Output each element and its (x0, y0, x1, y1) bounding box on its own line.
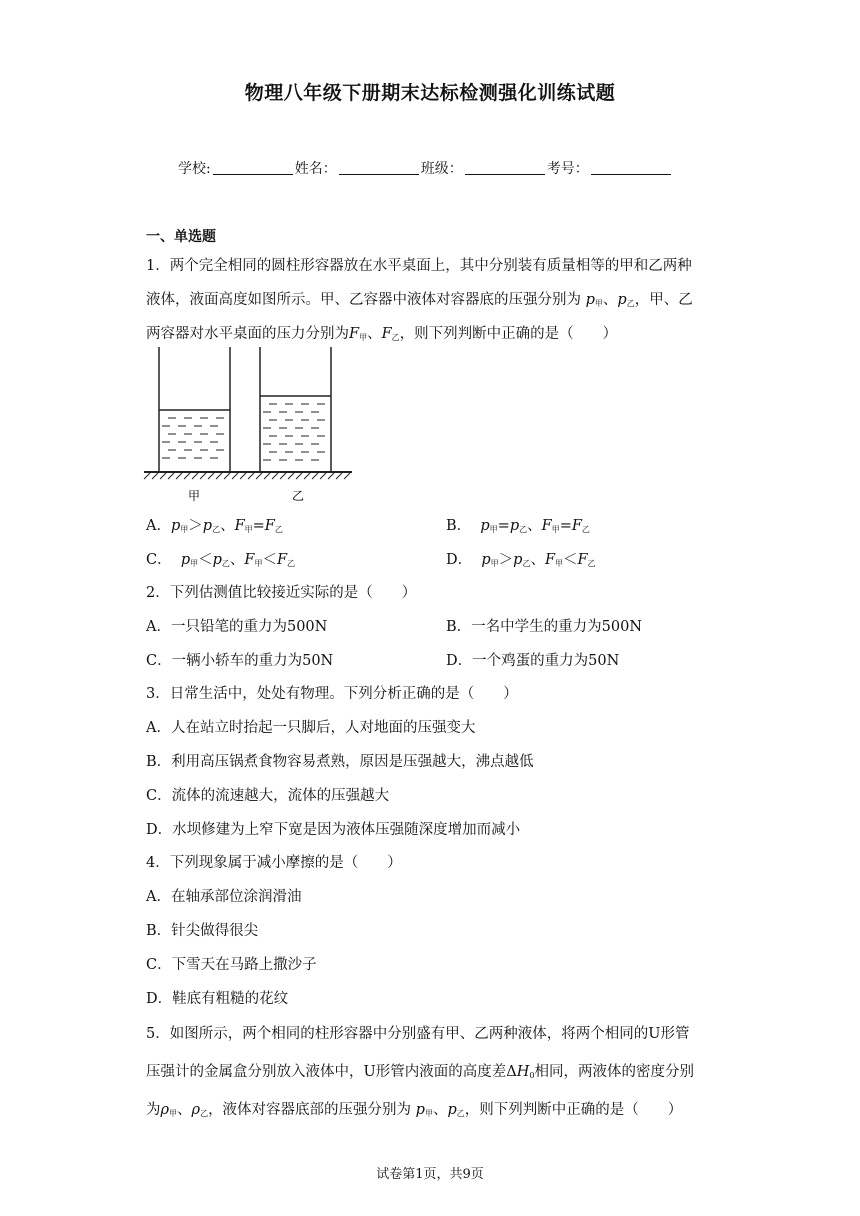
q3-option-c: C．流体的流速越大，流体的压强越大 (146, 788, 390, 804)
class-blank (465, 160, 545, 175)
q1-option-d: D． $p_甲>p_乙$、$F_甲<F_乙$ (446, 552, 596, 568)
q1-option-b: B． $p_甲=p_乙$、$F_甲=F_乙$ (446, 518, 590, 534)
container-yi (260, 347, 331, 471)
class-label: 班级： (420, 161, 463, 177)
q3-option-a: A．人在站立时抬起一只脚后，人对地面的压强变大 (146, 720, 476, 736)
q1-line2: 液体，液面高度如图所示。甲、乙容器中液体对容器底的压强分别为 $p_甲$、$p_乙$，甲、乙 (146, 292, 693, 308)
q3-option-b: B．利用高压锅煮食物容易煮熟，原因是压强越大，沸点越低 (146, 754, 534, 770)
q2-option-a: A．一只铅笔的重力为500N (146, 619, 328, 635)
page-footer: 试卷第1页，共9页 (376, 1167, 484, 1182)
q2-option-b: B．一名中学生的重力为500N (446, 619, 643, 635)
school-blank (213, 160, 293, 175)
q1-figure (140, 344, 360, 506)
q3-option-d: D．水坝修建为上窄下宽是因为液体压强随深度增加而减小 (146, 822, 521, 838)
name-blank (339, 160, 419, 175)
q4-option-b: B．针尖做得很尖 (146, 923, 259, 939)
fig-label-jia: 甲 (188, 489, 201, 503)
q5-line3: 为$\rho_甲$、$\rho_乙$，液体对容器底部的压强分别为 $p_甲$、$p_乙$，则下列判断中正确的是（ ） (146, 1102, 683, 1118)
table-surface (144, 472, 352, 479)
q1-option-a: A．$p_甲>p_乙$、$F_甲=F_乙$ (146, 518, 283, 534)
q1-option-c: C． $p_甲<p_乙$、$F_甲<F_乙$ (146, 552, 296, 568)
name-label: 姓名： (294, 161, 337, 177)
q3-stem: 3．日常生活中，处处有物理。下列分析正确的是（ ） (146, 686, 518, 702)
number-label: 考号： (546, 161, 589, 177)
q5-line2: 压强计的金属盒分别放入液体中，U形管内液面的高度差$\Delta H_0$相同，两液体的密度分别 (146, 1064, 694, 1080)
q4-option-c: C．下雪天在马路上撒沙子 (146, 957, 317, 973)
q4-option-d: D．鞋底有粗糙的花纹 (146, 991, 289, 1007)
q4-option-a: A．在轴承部位涂润滑油 (146, 889, 302, 905)
container-jia (159, 347, 230, 471)
q1-line1: 1．两个完全相同的圆柱形容器放在水平桌面上，其中分别装有质量相等的甲和乙两种 (146, 258, 692, 274)
q5-line1: 5．如图所示，两个相同的柱形容器中分别盛有甲、乙两种液体，将两个相同的U形管 (146, 1026, 690, 1042)
q2-option-d: D．一个鸡蛋的重力为50N (446, 653, 620, 669)
fig-label-yi: 乙 (292, 489, 305, 503)
page-title: 物理八年级下册期末达标检测强化训练试题 (244, 82, 616, 104)
q1-line3: 两容器对水平桌面的压力分别为$F_甲$、$F_乙$，则下列判断中正确的是（ ） (146, 326, 618, 342)
q2-stem: 2．下列估测值比较接近实际的是（ ） (146, 585, 417, 601)
number-blank (591, 160, 671, 175)
section-heading: 一、单选题 (146, 229, 216, 245)
q4-stem: 4．下列现象属于减小摩擦的是（ ） (146, 855, 402, 871)
school-label: 学校: (178, 161, 211, 177)
q2-option-c: C．一辆小轿车的重力为50N (146, 653, 334, 669)
student-info-row (178, 158, 673, 178)
